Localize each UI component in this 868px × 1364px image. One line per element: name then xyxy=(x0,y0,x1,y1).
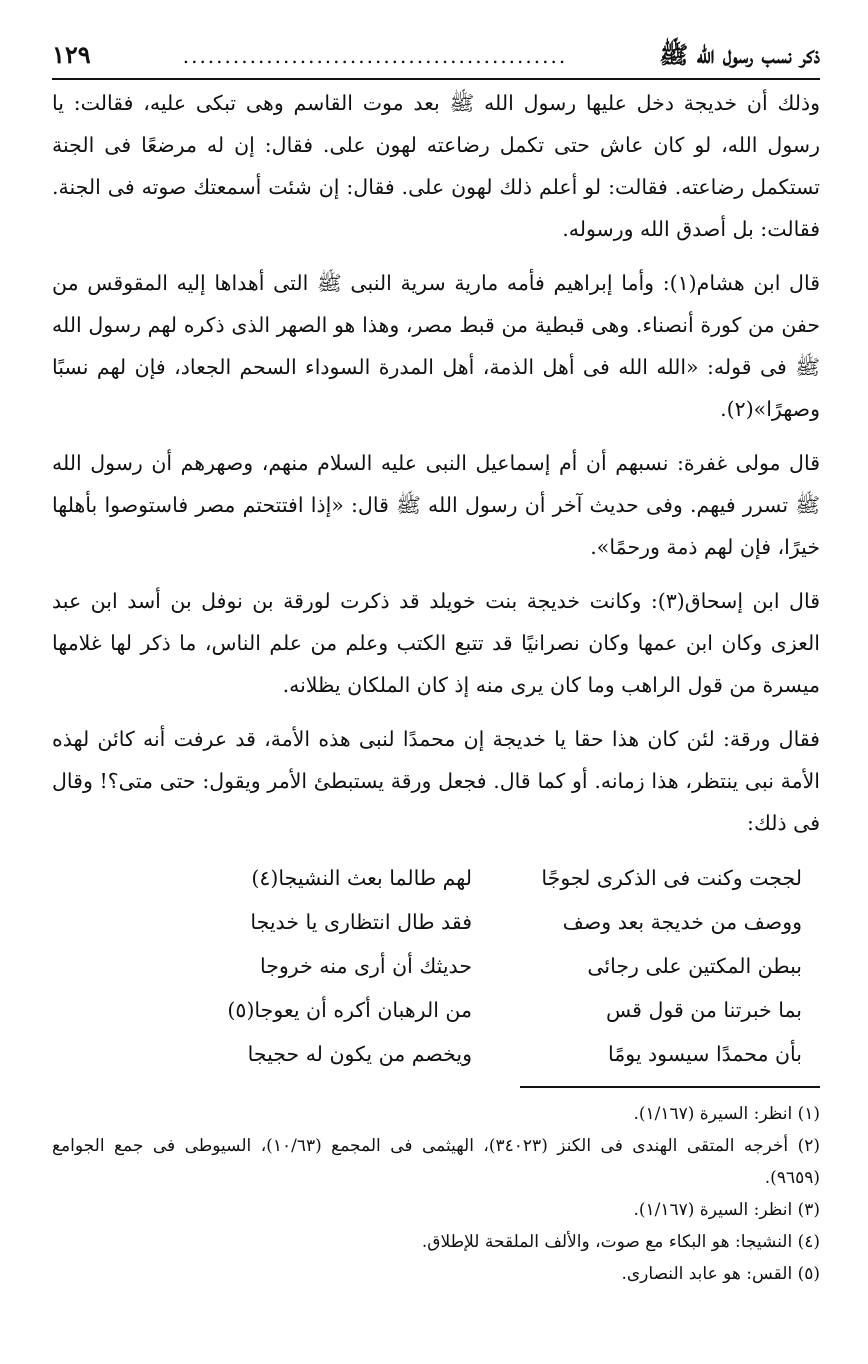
paragraph-3: قال مولى غفرة: نسبهم أن أم إسماعيل النبى عليه السلام منهم، وصهرهم أن رسول الله ﷺ تسرر فيهم. وفى حديث آخر أن رسول الله ﷺ قال: «إذا افتتحتم مصر فاستوصوا بأهلها خيرًا، فإن لهم ذمة ورحمًا». xyxy=(52,451,820,559)
footnote-4: (٤) النشيجا: هو البكاء مع صوت، والألف الملقحة للإطلاق. xyxy=(421,1232,820,1252)
footnote-5: (٥) القس: هو عابد النصارى. xyxy=(621,1264,820,1284)
verse-first-hemistich: ووصف من خديجة بعد وصف xyxy=(562,910,802,934)
verse-first-hemistich: ببطن المكتين على رجائى xyxy=(587,954,802,978)
poem xyxy=(162,856,802,1076)
paragraph-4: قال ابن إسحاق(٣): وكانت خديجة بنت خويلد قد ذكرت لورقة بن نوفل بن أسد ابن عبد العزى وكان ابن عمها وكان نصرانيًا قد تتبع الكتب وعلم من علم الناس، ما ذكر لها غلامها ميسرة من قول الراهب وما كان يرى منه إذ كان الملكان يظلانه. xyxy=(52,589,820,697)
header-leader-dots: .............................................. xyxy=(182,44,568,68)
footnote-separator xyxy=(520,1086,820,1088)
footnotes xyxy=(52,1098,820,1290)
running-title: ذكر نسب رسول الله ﷺ xyxy=(659,40,820,69)
verse-second-hemistich: ويخصم من يكون له حجيجا xyxy=(247,1042,472,1066)
running-header xyxy=(52,40,820,80)
verse-first-hemistich: بأن محمدًا سيسود يومًا xyxy=(608,1042,802,1066)
book-page xyxy=(52,40,820,1290)
verse-first-hemistich: بما خبرتنا من قول قس xyxy=(606,998,802,1022)
footnote-2: (٢) أخرجه المتقى الهندى فى الكنز (٣٤٠٢٣)، الهيثمى فى المجمع (١٠/٦٣)، السيوطى فى جمع الجوامع (٩٦٥٩). xyxy=(52,1136,820,1188)
verse-line xyxy=(162,1032,802,1076)
verse-second-hemistich: حديثك أن أرى منه خروجا xyxy=(259,954,472,978)
verse-second-hemistich: من الرهبان أكره أن يعوجا(٥) xyxy=(227,998,472,1022)
verse-second-hemistich: فقد طال انتظارى يا خديجا xyxy=(250,910,472,934)
paragraph-2: قال ابن هشام(١): وأما إبراهيم فأمه مارية سرية النبى ﷺ التى أهداها إليه المقوقس من حفن من كورة أنصناء. وهى قبطية من قبط مصر، وهذا هو الصهر الذى ذكره لهم رسول الله ﷺ فى قوله: «الله الله فى أهل الذمة، أهل المدرة السوداء السحم الجعاد، فإن لهم نسبًا وصهرًا»(٢). xyxy=(52,271,820,421)
footnote-1: (١) انظر: السيرة (١/١٦٧). xyxy=(633,1104,820,1124)
verse-line xyxy=(162,900,802,944)
paragraph-5: فقال ورقة: لئن كان هذا حقا يا خديجة إن محمدًا لنبى هذه الأمة، قد عرفت أنه كائن لهذه الأمة نبى ينتظر، هذا زمانه. أو كما قال. فجعل ورقة يستبطئ الأمر ويقول: حتى متى؟! وقال فى ذلك: xyxy=(52,727,820,835)
page-number: ١٢٩ xyxy=(52,40,91,69)
verse-line xyxy=(162,856,802,900)
verse-line xyxy=(162,988,802,1032)
verse-second-hemistich: لهم طالما بعث النشيجا(٤) xyxy=(251,866,472,890)
verse-first-hemistich: لججت وكنت فى الذكرى لجوجًا xyxy=(541,866,802,890)
verse-line xyxy=(162,944,802,988)
paragraph-1: وذلك أن خديجة دخل عليها رسول الله ﷺ بعد موت القاسم وهى تبكى عليه، فقالت: يا رسول الله، لو كان عاش حتى تكمل رضاعته لهون على. فقال: إن له مرضعًا فى الجنة تستكمل رضاعته. فقالت: لو أعلم ذلك لهون على. فقال: إن شئت أسمعتك صوته فى الجنة. فقالت: بل أصدق الله ورسوله. xyxy=(52,91,820,241)
footnote-3: (٣) انظر: السيرة (١/١٦٧). xyxy=(633,1200,820,1220)
